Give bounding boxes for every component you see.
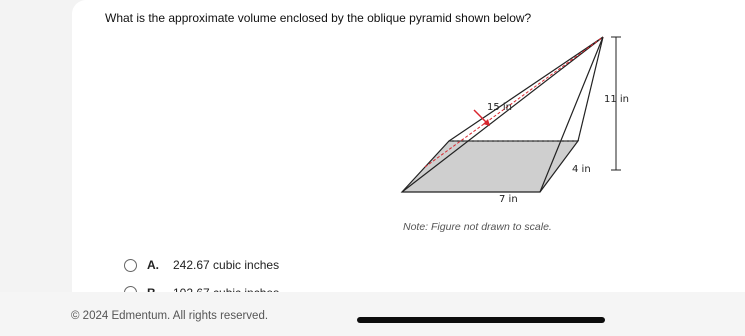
home-indicator-bar [357,317,605,323]
height-label: 11 in [604,94,630,105]
question-card [72,0,745,292]
footer [0,292,745,336]
slant-label: 15 in [487,102,513,113]
choice-text: 242.67 cubic inches [173,258,280,272]
question-text: What is the approximate volume enclosed by the oblique pyramid shown below? [105,11,532,25]
figure-note: Note: Figure not drawn to scale. [403,221,552,233]
choice-letter: A. [147,258,159,272]
oblique-pyramid-figure [392,28,630,205]
length-label: 7 in [499,194,518,205]
pyramid-edge [449,37,603,141]
copyright-text: © 2024 Edmentum. All rights reserved. [71,310,269,322]
width-label: 4 in [572,164,591,175]
choice-a[interactable] [124,258,279,272]
pyramid-base [402,141,578,192]
radio-button[interactable] [124,259,137,272]
